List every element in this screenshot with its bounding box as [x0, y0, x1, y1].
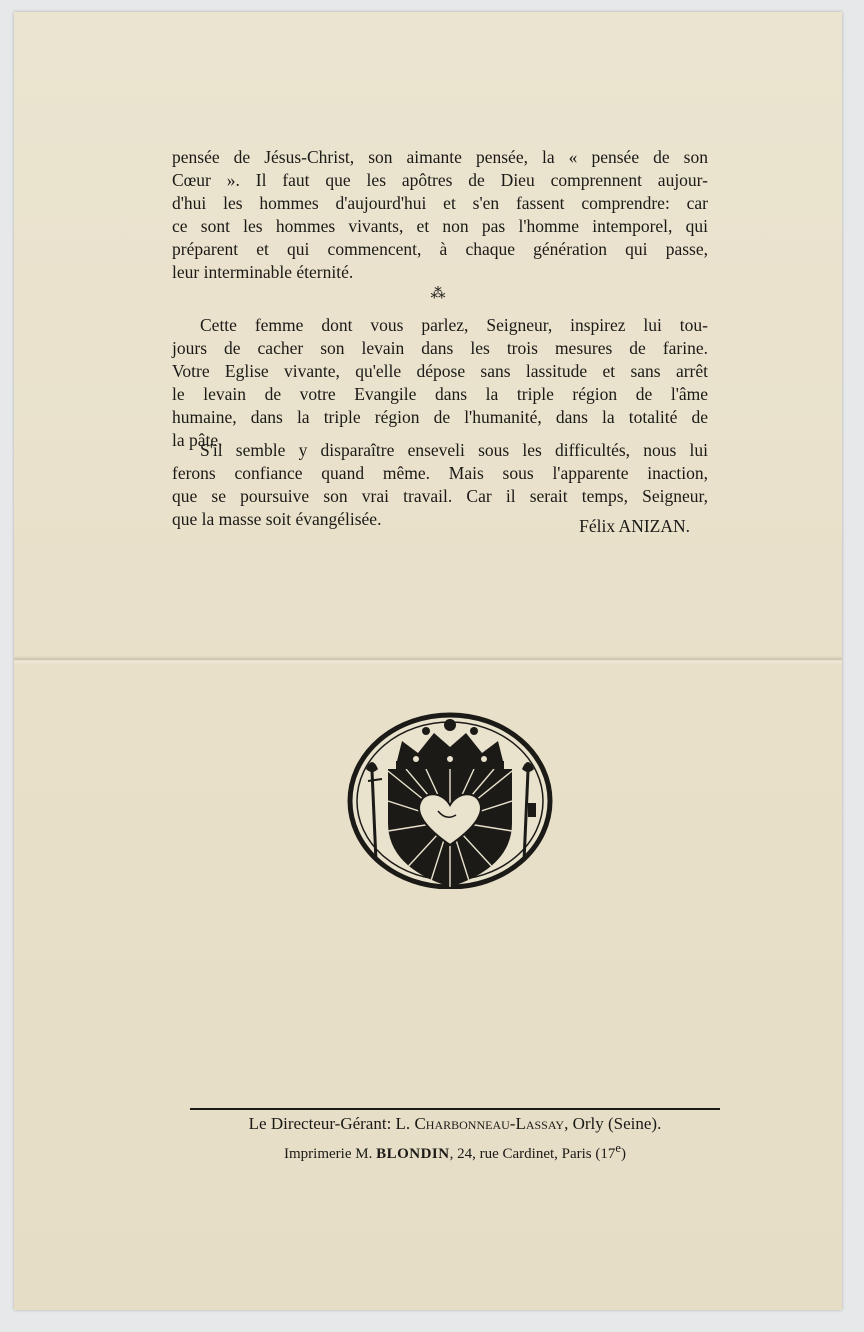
- printer-address: , 24, rue Cardinet, Paris (17: [449, 1146, 616, 1162]
- printer-name: BLONDIN: [376, 1146, 450, 1162]
- text-line: humaine, dans la triple région de l'humanité, dans la totalité de: [172, 407, 708, 427]
- director-prefix: Le Directeur-Gérant: L.: [248, 1114, 415, 1133]
- printer-superscript: e: [615, 1141, 621, 1155]
- text-line: que la masse soit évangélisée.: [172, 509, 382, 529]
- paragraph-1: [172, 146, 708, 284]
- author-signature: Félix ANIZAN.: [579, 516, 690, 536]
- paragraph-2: [172, 314, 708, 452]
- page-fold-crease: [14, 656, 842, 664]
- text-line: leur interminable éternité.: [172, 262, 354, 282]
- text-line: pensée de Jésus-Christ, son aimante pensée, la « pensée de son: [172, 147, 708, 167]
- printer-close: ): [620, 1146, 626, 1162]
- sacred-heart-seal-icon: [346, 711, 554, 889]
- text-line: Cette femme dont vous parlez, Seigneur, inspirez lui tou-: [200, 315, 708, 335]
- footer-director-line: [190, 1114, 720, 1134]
- text-line: le levain de votre Evangile dans la triple région de l'âme: [172, 384, 708, 404]
- text-line: d'hui les hommes d'aujourd'hui et s'en fassent comprendre: car: [172, 193, 708, 213]
- text-line: ferons confiance quand même. Mais sous l'apparente inaction,: [172, 463, 708, 483]
- footer-printer-line: [190, 1141, 720, 1163]
- text-line: jours de cacher son levain dans les trois mesures de farine.: [172, 338, 708, 358]
- footer-rule: [190, 1108, 720, 1110]
- director-suffix: , Orly (Seine).: [564, 1114, 662, 1133]
- text-line: la pâte.: [172, 430, 223, 450]
- director-name: Charbonneau-Lassay: [414, 1114, 565, 1133]
- text-line: Cœur ». Il faut que les apôtres de Dieu comprennent aujour-: [172, 170, 708, 190]
- printer-prefix: Imprimerie M.: [284, 1146, 377, 1162]
- asterism-divider: ⁂: [430, 286, 446, 302]
- text-line: ce sont les hommes vivants, et non pas l'homme intemporel, qui: [172, 216, 708, 236]
- text-line: préparent et qui commencent, à chaque génération qui passe,: [172, 239, 708, 259]
- text-line: que se poursuive son vrai travail. Car il serait temps, Seigneur,: [172, 486, 708, 506]
- text-line: S'il semble y disparaître enseveli sous les difficultés, nous lui: [200, 440, 708, 460]
- text-line: Votre Eglise vivante, qu'elle dépose sans lassitude et sans arrêt: [172, 361, 708, 381]
